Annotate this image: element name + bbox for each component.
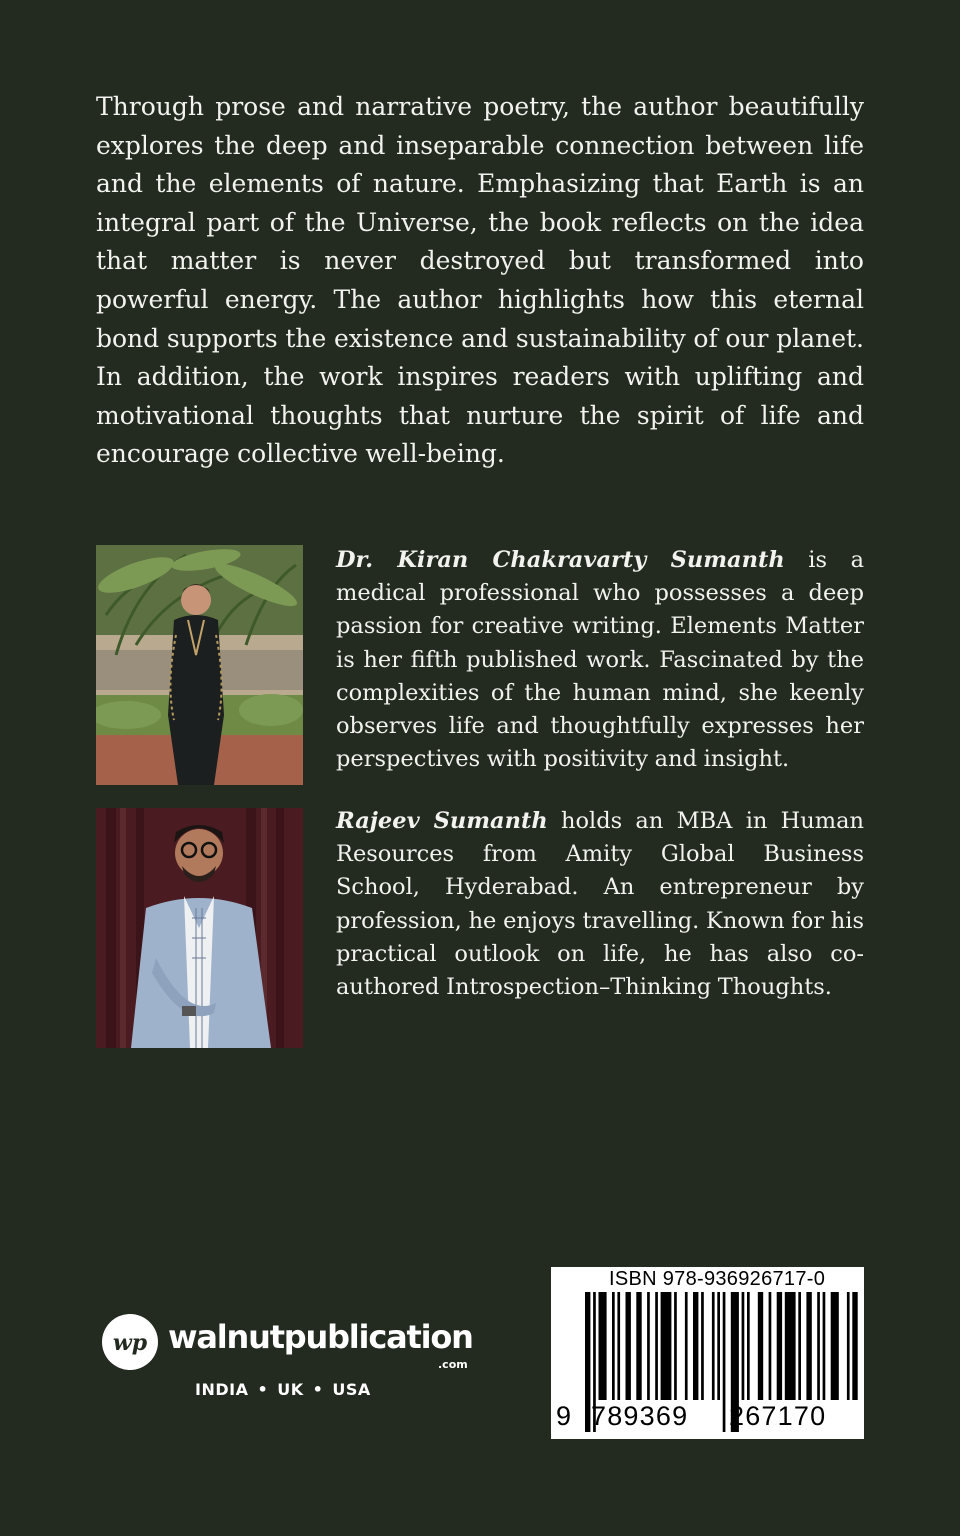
barcode-bar (701, 1292, 704, 1400)
barcode-bar (798, 1292, 801, 1400)
author-photo-kiran (96, 545, 303, 785)
barcode-bar (617, 1292, 620, 1400)
barcode-digit-first: 9 (556, 1401, 572, 1431)
publisher-regions (195, 1380, 371, 1399)
barcode-bar (758, 1292, 763, 1400)
barcode-bar (612, 1292, 615, 1400)
barcode-bar (647, 1292, 650, 1400)
isbn-label: ISBN 978-936926717-0 (609, 1268, 826, 1290)
region-separator: • (257, 1380, 269, 1399)
isbn-barcode (551, 1267, 864, 1439)
barcode-digits-left: 789369 (591, 1401, 689, 1431)
barcode-bar (831, 1292, 839, 1400)
barcode-bar (785, 1292, 796, 1400)
barcode-bar (852, 1292, 857, 1400)
barcode-bar (769, 1292, 772, 1400)
author-bio-rajeev (336, 805, 864, 1004)
barcode-bar (693, 1292, 698, 1400)
region-usa: USA (332, 1380, 371, 1399)
barcode-bar (717, 1292, 720, 1400)
barcode-bar (661, 1292, 672, 1400)
logo-mark-text: wp (112, 1330, 148, 1356)
barcode-bar (712, 1292, 715, 1400)
author-bio-text-rajeev: holds an MBA in Human Resources from Amity Global Business School, Hyderabad. An entrepreneur by profession, he enjoys travelling. Known for his practical outlook on life, he has also co-authored Introspection–Thinking Thoughts. (336, 808, 864, 1001)
barcode-bar (636, 1292, 641, 1400)
barcode-bar (817, 1292, 820, 1400)
barcode-bar (777, 1292, 782, 1400)
author-photo-kiran-image (96, 545, 303, 785)
barcode-bar (847, 1292, 850, 1400)
region-india: INDIA (195, 1380, 249, 1399)
author-name-kiran: Dr. Kiran Chakravarty Sumanth (336, 547, 785, 573)
barcode-bar (674, 1292, 677, 1400)
book-blurb: Through prose and narrative poetry, the author beautifully explores the deep and inseparable connection between life and the elements of nature. Emphasizing that Earth is an integral part of the Universe, the book reflects on the idea that matter is never destroyed but transformed into powerful energy. The author highlights how this eternal bond supports the existence and sustainability of our planet. In addition, the work inspires readers with uplifting and motivational thoughts that nurture the spirit of life and encourage collective well-being. (96, 92, 864, 469)
barcode-bar (585, 1292, 590, 1432)
author-photo-rajeev-image (96, 808, 303, 1048)
walnut-logo-icon (102, 1314, 158, 1370)
barcode-bar (806, 1292, 811, 1400)
author-bio-text-kiran: is a medical professional who possesses a deep passion for creative writing. Elements Matter is her fifth published work. Fascinated by the complexities of the human mind, she keenly observes life and thoughtfully expresses her perspectives with positivity and insight. (336, 547, 864, 773)
author-name-rajeev: Rajeev Sumanth (336, 808, 548, 834)
publisher-name: walnutpublication (168, 1318, 473, 1356)
author-photo-rajeev (96, 808, 303, 1048)
region-uk: UK (277, 1380, 304, 1399)
barcode-bar (655, 1292, 658, 1400)
publisher-logo (100, 1312, 500, 1412)
barcode-bar (626, 1292, 631, 1400)
barcode-bar (742, 1292, 745, 1400)
barcode-digits-right: 267170 (729, 1401, 827, 1431)
barcode-bar (685, 1292, 688, 1400)
barcode-bar (599, 1292, 607, 1400)
region-separator: • (312, 1380, 324, 1399)
barcode-bar (723, 1292, 726, 1432)
publisher-domain: .com (438, 1358, 468, 1371)
barcode-bar (747, 1292, 750, 1400)
barcode-bar (823, 1292, 826, 1400)
author-bio-kiran (336, 544, 864, 776)
